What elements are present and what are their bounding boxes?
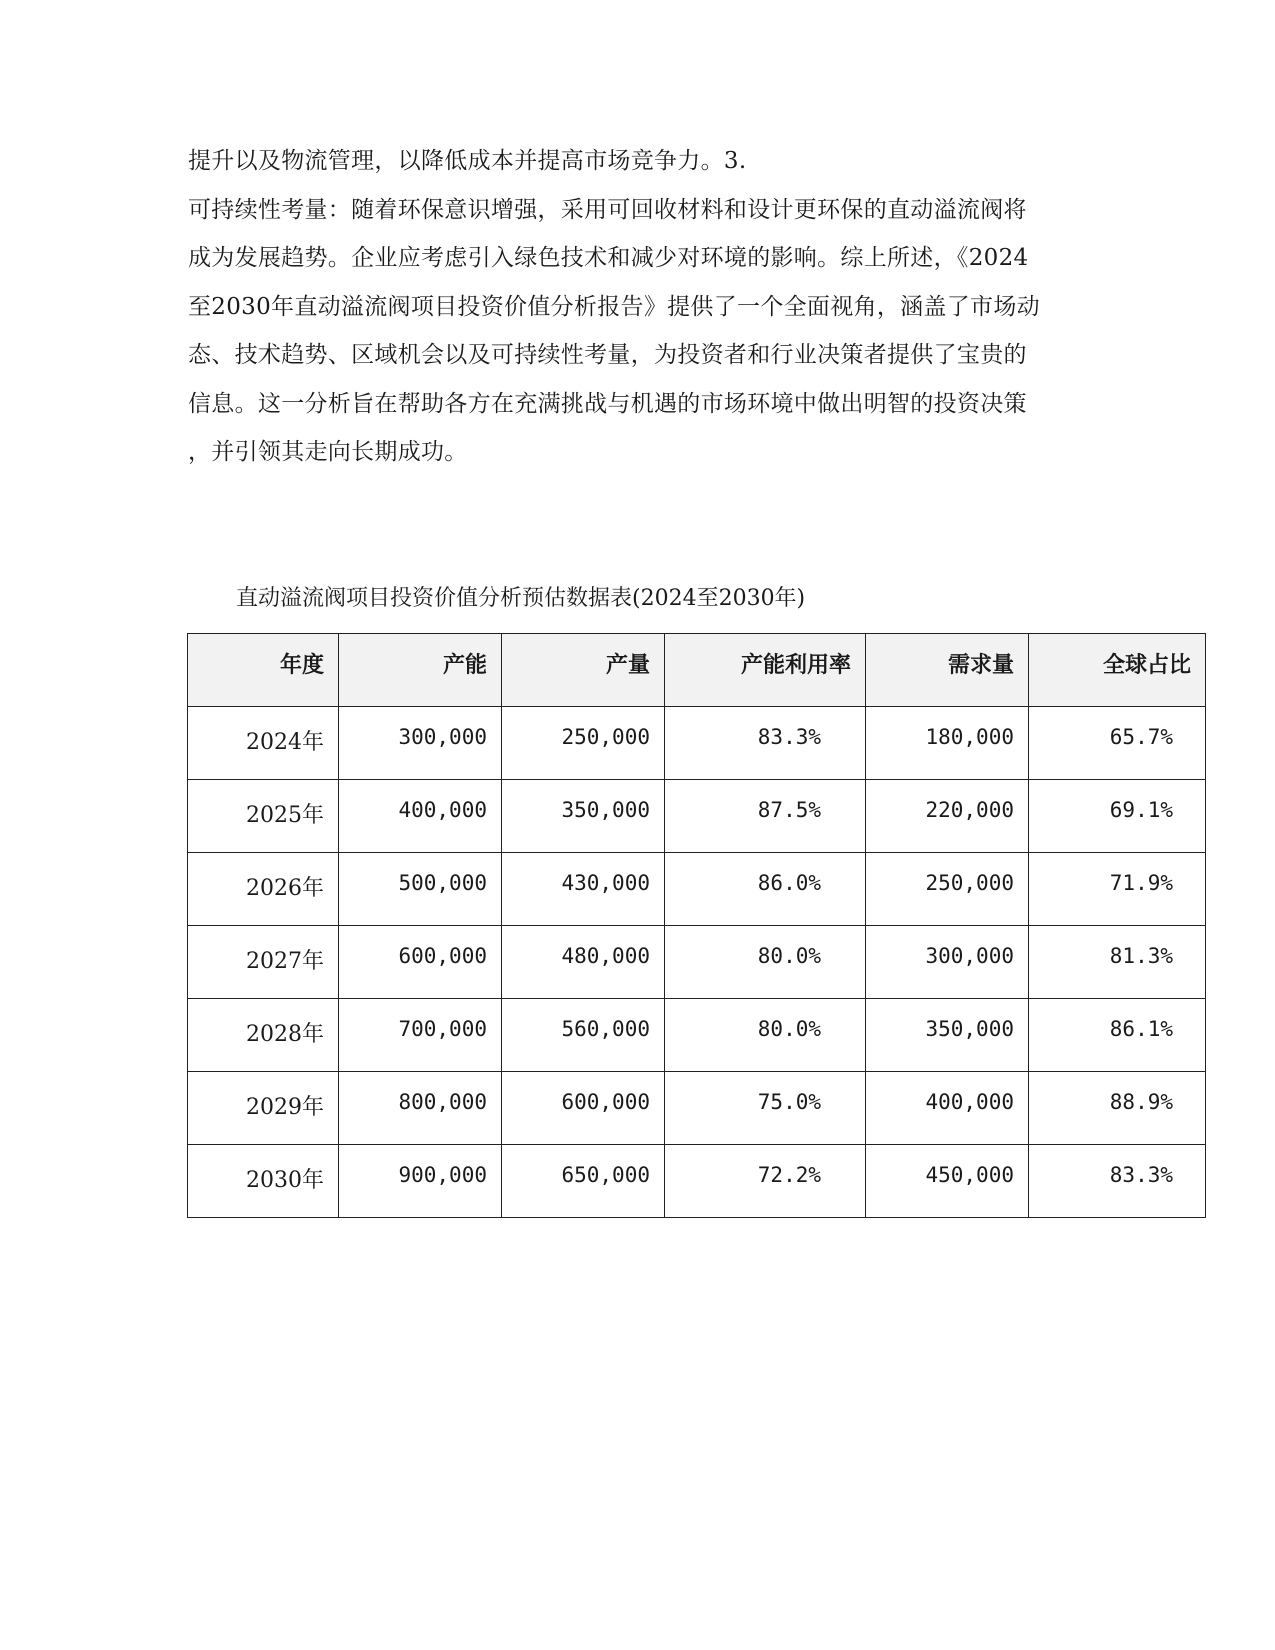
cell-demand: 250,000 [866, 853, 1029, 926]
cell-global-share: 88.9% [1029, 1072, 1206, 1145]
cell-year: 2028年 [188, 999, 339, 1072]
cell-utilization: 72.2% [665, 1145, 866, 1218]
cell-year: 2029年 [188, 1072, 339, 1145]
header-capacity: 产能 [339, 634, 502, 707]
cell-demand: 180,000 [866, 707, 1029, 780]
cell-year: 2024年 [188, 707, 339, 780]
paragraph-line: ，并引领其走向长期成功。 [188, 439, 468, 465]
cell-demand: 300,000 [866, 926, 1029, 999]
cell-utilization: 80.0% [665, 999, 866, 1072]
table-row [188, 853, 1206, 926]
cell-global-share: 71.9% [1029, 853, 1206, 926]
cell-capacity: 700,000 [339, 999, 502, 1072]
cell-utilization: 83.3% [665, 707, 866, 780]
cell-global-share: 83.3% [1029, 1145, 1206, 1218]
cell-utilization: 86.0% [665, 853, 866, 926]
cell-utilization: 87.5% [665, 780, 866, 853]
paragraph-line: 信息。这一分析旨在帮助各方在充满挑战与机遇的市场环境中做出明智的投资决策 [188, 390, 1027, 417]
cell-output: 560,000 [502, 999, 665, 1072]
table-row [188, 707, 1206, 780]
cell-year: 2026年 [188, 853, 339, 926]
cell-global-share: 81.3% [1029, 926, 1206, 999]
cell-capacity: 400,000 [339, 780, 502, 853]
header-demand: 需求量 [866, 634, 1029, 707]
cell-capacity: 600,000 [339, 926, 502, 999]
cell-demand: 450,000 [866, 1145, 1029, 1218]
cell-output: 600,000 [502, 1072, 665, 1145]
cell-output: 650,000 [502, 1145, 665, 1218]
paragraph-line: 成为发展趋势。企业应考虑引入绿色技术和减少对环境的影响。综上所述，《2024 [188, 245, 1029, 271]
paragraph-line: 提升以及物流管理，以降低成本并提高市场竞争力。3. [188, 148, 747, 174]
paragraph-line: 至2030年直动溢流阀项目投资价值分析报告》提供了一个全面视角，涵盖了市场动 [188, 293, 1040, 320]
cell-year: 2027年 [188, 926, 339, 999]
table-row [188, 926, 1206, 999]
cell-capacity: 900,000 [339, 1145, 502, 1218]
cell-capacity: 800,000 [339, 1072, 502, 1145]
cell-output: 480,000 [502, 926, 665, 999]
table-header-row [188, 634, 1206, 707]
header-global-share: 全球占比 [1029, 634, 1206, 707]
cell-demand: 350,000 [866, 999, 1029, 1072]
cell-year: 2030年 [188, 1145, 339, 1218]
cell-utilization: 75.0% [665, 1072, 866, 1145]
header-output: 产量 [502, 634, 665, 707]
table-row [188, 999, 1206, 1072]
header-utilization: 产能利用率 [665, 634, 866, 707]
cell-global-share: 69.1% [1029, 780, 1206, 853]
cell-global-share: 65.7% [1029, 707, 1206, 780]
cell-output: 350,000 [502, 780, 665, 853]
cell-year: 2025年 [188, 780, 339, 853]
table-row [188, 1072, 1206, 1145]
cell-output: 430,000 [502, 853, 665, 926]
cell-global-share: 86.1% [1029, 999, 1206, 1072]
table-caption: 直动溢流阀项目投资价值分析预估数据表(2024至2030年) [236, 586, 806, 611]
cell-utilization: 80.0% [665, 926, 866, 999]
cell-demand: 400,000 [866, 1072, 1029, 1145]
paragraph-line: 可持续性考量：随着环保意识增强，采用可回收材料和设计更环保的直动溢流阀将 [188, 196, 1027, 223]
cell-output: 250,000 [502, 707, 665, 780]
body-paragraph [188, 146, 1088, 486]
paragraph-line: 态、技术趋势、区域机会以及可持续性考量，为投资者和行业决策者提供了宝贵的 [188, 342, 1027, 368]
header-year: 年度 [188, 634, 339, 707]
table-row [188, 780, 1206, 853]
table-row [188, 1145, 1206, 1218]
forecast-data-table [187, 633, 1206, 1218]
cell-demand: 220,000 [866, 780, 1029, 853]
cell-capacity: 300,000 [339, 707, 502, 780]
cell-capacity: 500,000 [339, 853, 502, 926]
